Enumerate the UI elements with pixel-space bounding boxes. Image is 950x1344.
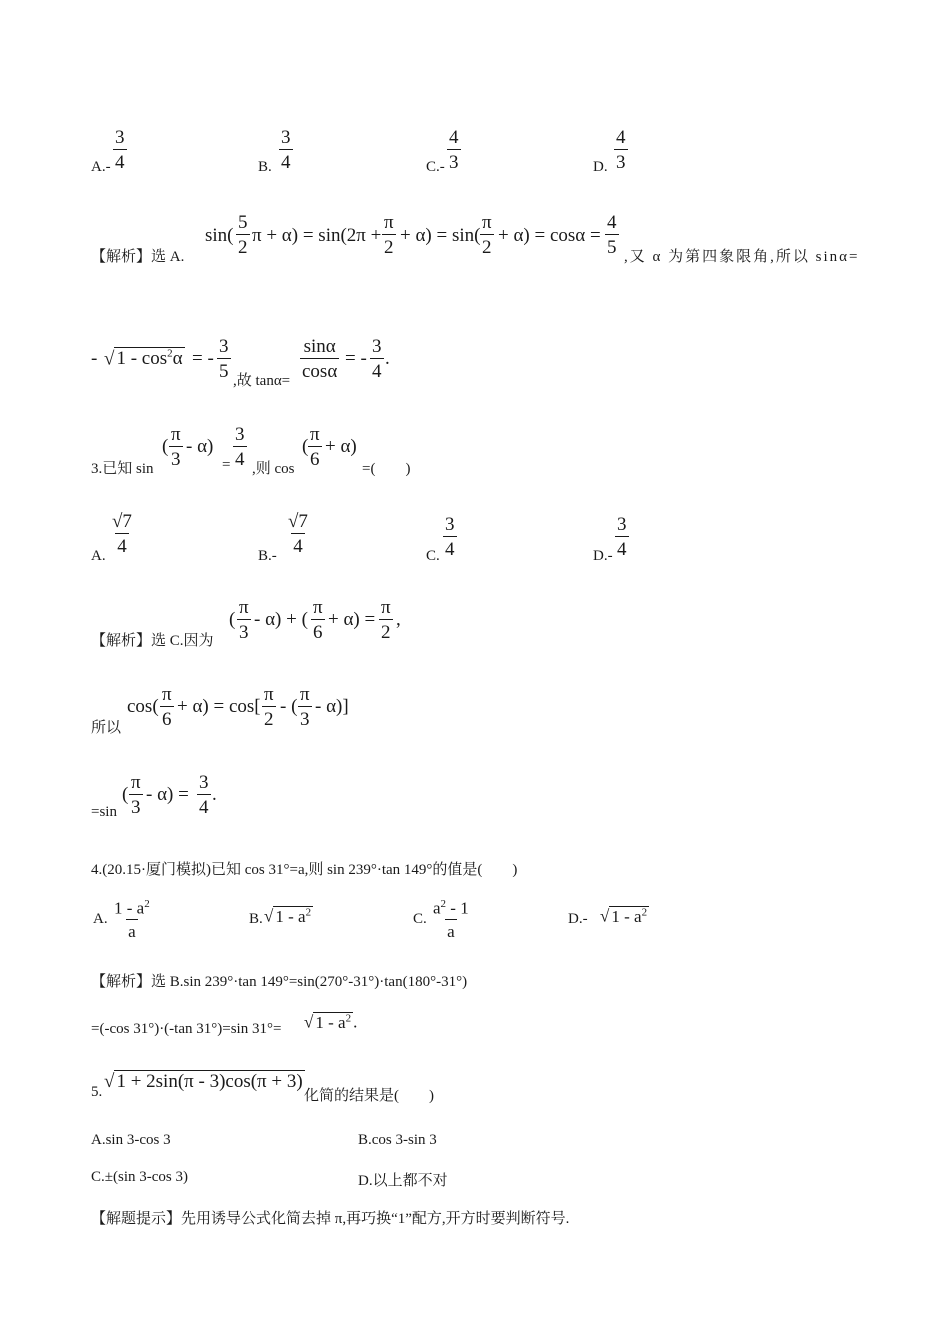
q3-stem-mid: ,则 cos xyxy=(252,461,295,477)
q3-stem-prefix: 3.已知 sin xyxy=(91,461,154,477)
analysis-text: ,又 α 为第四象限角,所以 sinα= xyxy=(624,249,860,265)
tan-text: ,故 tanα= xyxy=(233,373,291,389)
q4-analysis-line2: =(-cos 31°)·(-tan 31°)=sin 31°= xyxy=(91,1021,282,1037)
option-fraction: $\frac{4}{3}$ xyxy=(616,127,626,173)
q3-eq-label: =sin xyxy=(91,804,117,820)
option-label: C.- xyxy=(426,159,445,175)
option-fraction: $\frac{3}{4}$ xyxy=(281,127,291,173)
q5-stem-formula: √ 1 + 2sin(π - 3)cos(π + 3) xyxy=(104,1071,303,1092)
q5-stem-prefix: 5. xyxy=(91,1084,103,1100)
q5-stem-suffix: 化简的结果是( ) xyxy=(304,1088,434,1104)
q5-hint: 【解题提示】先用诱导公式化简去掉 π,再巧换“1”配方,开方时要判断符号. xyxy=(91,1211,570,1227)
analysis-label: 【解析】选 A. xyxy=(91,249,185,265)
q4-analysis-line1: 【解析】选 B.sin 239°·tan 149°=sin(270°-31°)·tan(180°-31°) xyxy=(91,974,468,990)
q5-option-a: A.sin 3-cos 3 xyxy=(91,1132,171,1148)
option-label: A.- xyxy=(91,159,111,175)
q4-analysis-formula: √ $1 - a^2$ . xyxy=(304,1012,358,1032)
q3-analysis-label: 【解析】选 C.因为 xyxy=(91,633,214,649)
option-label: D. xyxy=(593,159,608,175)
q3-so-label: 所以 xyxy=(91,720,122,736)
q5-option-b: B.cos 3-sin 3 xyxy=(358,1132,437,1148)
option-label: B. xyxy=(258,159,272,175)
q4-stem: 4.(20.15·厦门模拟)已知 cos 31°=a,则 sin 239°·tan 149°的值是( ) xyxy=(91,862,518,878)
option-fraction: $\frac{4}{3}$ xyxy=(449,127,459,173)
option-fraction: $\frac{3}{4}$ xyxy=(115,127,125,173)
q3-stem-end: =( ) xyxy=(362,461,411,477)
q5-option-c: C.±(sin 3-cos 3) xyxy=(91,1169,188,1185)
q5-option-d: D.以上都不对 xyxy=(358,1173,448,1189)
